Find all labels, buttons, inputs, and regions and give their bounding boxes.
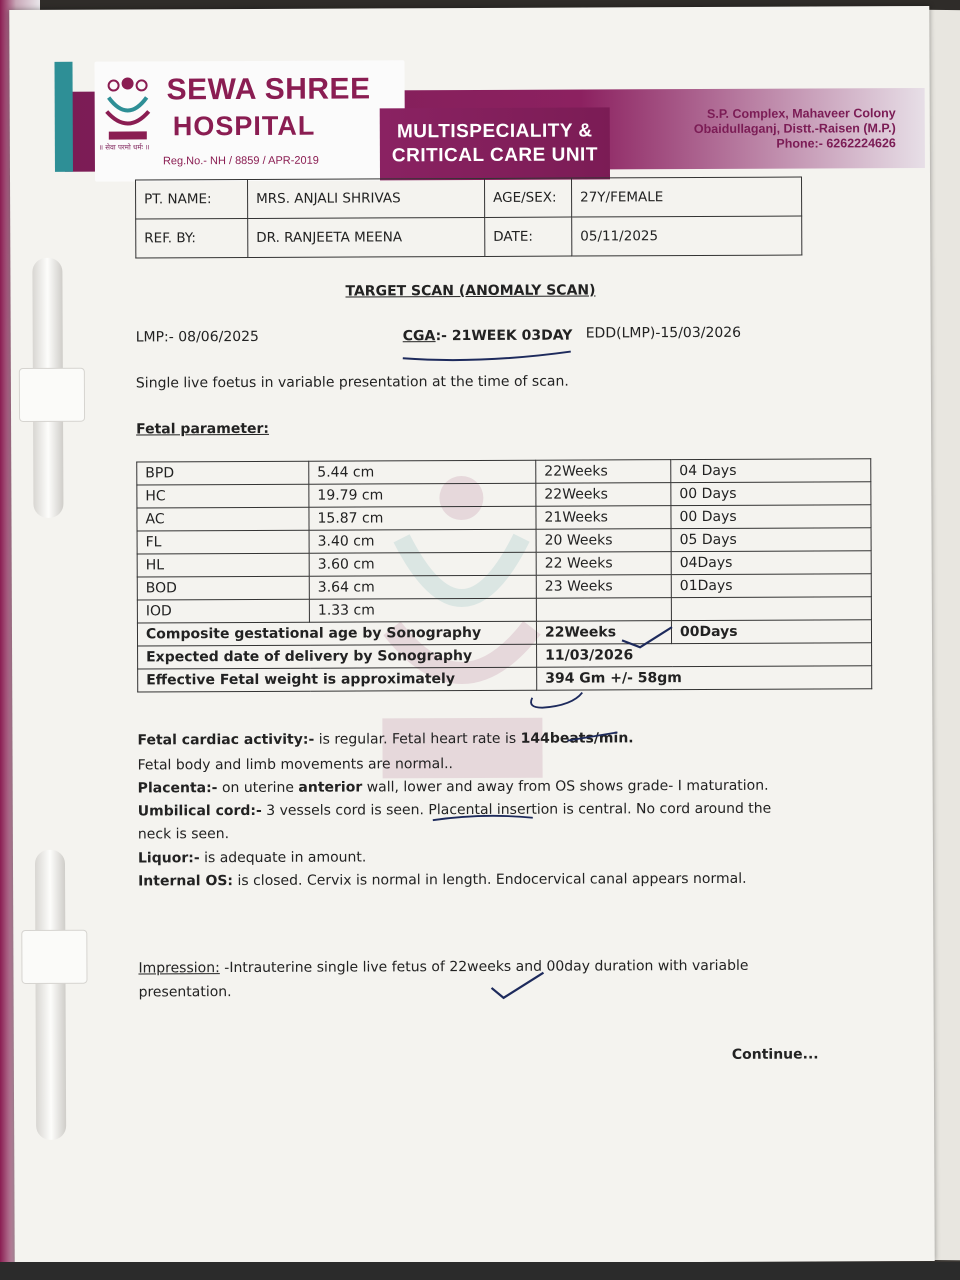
param-days: 04Days (671, 551, 871, 575)
cord-continued: neck is seen. (137, 826, 230, 843)
edd-lmp: EDD(LMP)-15/03/2026 (585, 324, 742, 342)
param-value: 5.44 cm (309, 460, 536, 484)
impression-text: -Intrauterine single live fetus of 22weeks and 00day duration with variable (219, 957, 749, 977)
cga-value: :- 21WEEK 03DAY (435, 327, 573, 345)
param-name: BOD (137, 576, 309, 600)
cga-label: CGA (402, 328, 436, 345)
os-text: is closed. Cervix is normal in length. Endocervical canal appears normal. (232, 870, 747, 890)
param-value: 15.87 cm (309, 506, 536, 530)
param-weeks: 23 Weeks (536, 575, 671, 599)
cga-summary-weeks: 22Weeks (536, 621, 671, 645)
param-value: 3.60 cm (309, 552, 536, 576)
param-weeks: 22Weeks (536, 483, 671, 507)
param-name: HC (137, 484, 309, 508)
liquor-label: Liquor:- (137, 850, 200, 867)
unit-line1: MULTISPECIALITY & (396, 120, 593, 143)
report-page (9, 6, 934, 1265)
age-sex: 27Y/FEMALE (572, 177, 802, 217)
param-days: 00 Days (671, 482, 871, 506)
param-days: 04 Days (671, 459, 871, 483)
param-weeks: 21Weeks (536, 506, 671, 530)
impression-label: Impression: (138, 960, 220, 977)
edd-sono-label: Expected date of delivery by Sonography (138, 644, 537, 669)
age-sex-label: AGE/SEX: (485, 178, 572, 217)
placenta-label: Placenta:- (137, 780, 218, 797)
ref-by: DR. RANJEETA MEENA (248, 217, 485, 257)
efw-value: 394 Gm +/- 58gm (537, 666, 872, 690)
continue-note: Continue... (731, 1046, 819, 1063)
phone-number: Phone:- 6262224626 (776, 136, 896, 151)
logo-caption: ॥ सेवा परमो धर्मः ॥ (98, 143, 150, 152)
param-name: HL (137, 553, 309, 577)
cardiac-text: is regular. Fetal heart rate is (314, 730, 521, 748)
placenta-text2: wall, lower and away from OS shows grade- I maturation. (362, 777, 769, 796)
cga-summary-label: Composite gestational age by Sonography (137, 621, 536, 646)
cga-summary-days: 00Days (671, 620, 871, 644)
param-days: 00 Days (671, 505, 871, 529)
param-value: 19.79 cm (309, 483, 536, 507)
param-name: FL (137, 530, 309, 554)
impression-continued: presentation. (138, 984, 232, 1001)
param-value: 1.33 cm (309, 598, 536, 622)
presentation-note: Single live foetus in variable presentation at the time of scan. (135, 373, 569, 392)
efw-label: Effective Fetal weight is approximately (138, 667, 537, 692)
cord-text2: is central. No cord around the (558, 800, 772, 818)
registration-number: Reg.No.- NH / 8859 / APR-2019 (162, 154, 319, 168)
param-value: 3.40 cm (309, 529, 536, 553)
bottom-edge (0, 1262, 960, 1280)
date-label: DATE: (485, 217, 572, 256)
lmp: LMP:- 08/06/2025 (135, 328, 259, 346)
param-name: AC (137, 507, 309, 531)
param-value: 3.64 cm (309, 575, 536, 599)
param-weeks: 22 Weeks (536, 552, 671, 576)
cord-label: Umbilical cord:- (137, 802, 262, 820)
hospital-name: SEWA SHREE (166, 72, 371, 107)
movements: Fetal body and limb movements are normal.. (137, 756, 454, 774)
param-days: 05 Days (671, 528, 871, 552)
cardiac-label: Fetal cardiac activity:- (137, 731, 315, 749)
param-weeks: 20 Weeks (536, 529, 671, 553)
report-title: TARGET SCAN (ANOMALY SCAN) (345, 282, 596, 300)
hospital-name-line2: HOSPITAL (172, 110, 316, 142)
heart-rate: 144beats/min. (520, 730, 634, 747)
report-date: 05/11/2025 (572, 216, 802, 256)
os-label: Internal OS: (138, 873, 234, 890)
cord-text1: 3 vessels cord is seen. (261, 802, 429, 819)
placenta-text1: on uterine (217, 779, 299, 797)
pt-name: MRS. ANJALI SHRIVAS (248, 178, 485, 218)
param-days: 01Days (671, 574, 871, 598)
address-line2: Obaidullaganj, Distt.-Raisen (M.P.) (693, 121, 896, 137)
cord-insertion: Placental insertion (428, 801, 559, 819)
address-line1: S.P. Complex, Mahaveer Colony (706, 106, 896, 121)
param-name: BPD (137, 461, 309, 485)
param-weeks: 22Weeks (536, 460, 671, 484)
placenta-position: anterior (298, 779, 363, 796)
edd-sono-value: 11/03/2026 (537, 643, 872, 667)
pt-name-label: PT. NAME: (136, 179, 248, 218)
fetal-parameter-heading: Fetal parameter: (136, 420, 270, 438)
param-name: IOD (137, 599, 309, 623)
unit-line2: CRITICAL CARE UNIT (391, 144, 598, 167)
pen-annotations (9, 6, 934, 1265)
liquor-text: is adequate in amount. (199, 849, 367, 867)
ref-by-label: REF. BY: (136, 218, 248, 257)
